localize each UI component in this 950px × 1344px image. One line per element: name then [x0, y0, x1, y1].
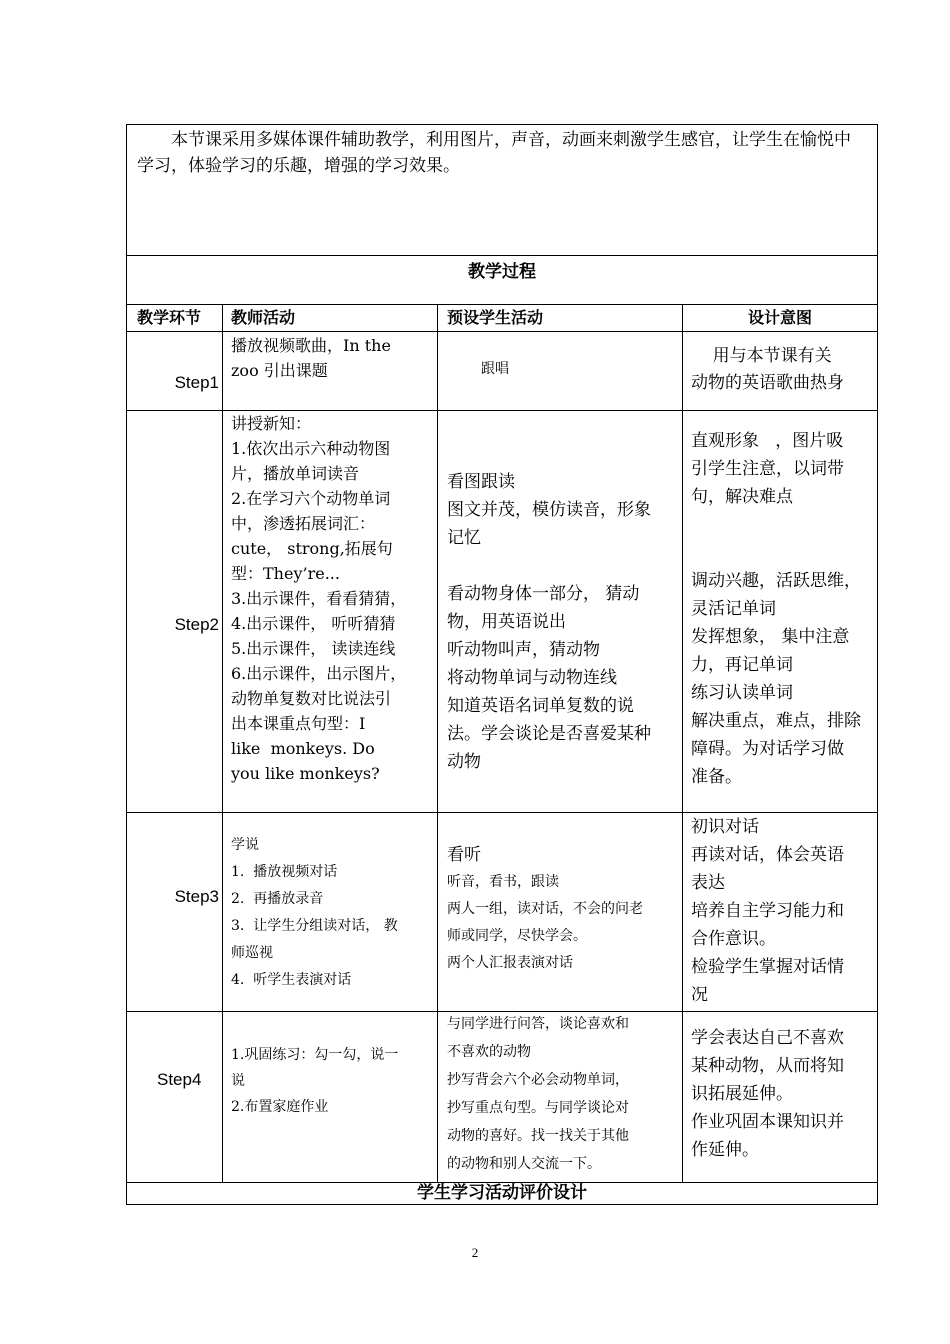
header-teacher: 教师活动: [231, 308, 296, 327]
text-line: 两人一组，读对话，不会的问老: [447, 901, 643, 917]
text-line: 再读对话，体会英语: [691, 845, 844, 865]
text-line: 力，再记单词: [691, 655, 793, 675]
text-line: 跟唱: [481, 361, 509, 377]
text-line: 培养自主学习能力和: [691, 901, 844, 921]
text-line: 发挥想象， 集中注意: [691, 627, 850, 647]
text-line: 学说: [231, 837, 259, 853]
text-line: 2.布置家庭作业: [231, 1099, 329, 1115]
text-line: 用与本节课有关: [691, 346, 832, 366]
text-line: 识拓展延伸。: [691, 1084, 793, 1104]
text-line: 知道英语名词单复数的说: [447, 696, 634, 716]
design-intent: [691, 427, 877, 791]
student-activity: [447, 841, 681, 977]
text-line: 图文并茂，模仿读音，形象: [447, 500, 651, 520]
text-line: 况: [691, 985, 708, 1005]
text-line: 动物: [447, 752, 481, 772]
text-line: 4. 听学生表演对话: [231, 972, 352, 988]
design-intent: [691, 1024, 877, 1164]
text-line: 某种动物，从而将知: [691, 1056, 844, 1076]
teacher-activity: [231, 832, 435, 994]
intro-paragraph: [127, 125, 877, 256]
text-line: 出本课重点句型：I: [231, 714, 366, 733]
text-line: 直观形象 ，图片吸: [691, 431, 844, 451]
text-line: 动物单复数对比说法引: [231, 689, 392, 708]
teacher-activity: [231, 411, 437, 786]
text-line: 表达: [691, 873, 725, 893]
text-line: 中，渗透拓展词汇：: [231, 514, 376, 533]
text-line: you like monkeys?: [231, 764, 380, 783]
text-line: 看听: [447, 845, 481, 865]
text-line: 与同学进行问答，谈论喜欢和: [447, 1016, 629, 1032]
divider: [222, 305, 223, 1182]
header-design: 设计意图: [747, 308, 812, 327]
text-line: 准备。: [691, 767, 742, 787]
text-line: 型：They’re...: [231, 564, 340, 583]
text-line: 动物的喜好。找一找关于其他: [447, 1128, 629, 1144]
text-line: zoo 引出课题: [231, 361, 328, 380]
header-stage: 教学环节: [137, 308, 202, 327]
student-activity: [481, 356, 681, 383]
text-line: 灵活记单词: [691, 599, 776, 619]
text-line: 法。学会谈论是否喜爱某种: [447, 724, 651, 744]
text-line: 两个人汇报表演对话: [447, 955, 573, 971]
page-number: 2: [471, 1245, 479, 1260]
text-line: 合作意识。: [691, 929, 776, 949]
text-line: 解决重点，难点，排除: [691, 711, 861, 731]
text-line: [691, 539, 877, 567]
step-label: Step3: [174, 887, 219, 906]
text-line: 抄写背会六个必会动物单词，: [447, 1072, 629, 1088]
header-student: 预设学生活动: [447, 308, 544, 327]
text-line: like monkeys. Do: [231, 739, 375, 758]
text-line: 片，播放单词读音: [231, 464, 360, 483]
text-line: 师或同学，尽快学会。: [447, 928, 587, 944]
text-line: 5.出示课件， 读读连线: [231, 639, 396, 658]
text-line: 抄写重点句型。与同学谈论对: [447, 1100, 629, 1116]
text-line: 记忆: [447, 528, 481, 548]
text-line: 听音，看书，跟读: [447, 874, 559, 890]
section-title-process: 教学过程: [127, 256, 877, 305]
text-line: 听动物叫声，猜动物: [447, 640, 600, 660]
text-line: 学会表达自己不喜欢: [691, 1028, 844, 1048]
text-line: cute， strong,拓展句: [231, 539, 393, 558]
divider: [437, 305, 438, 1182]
section-title-evaluation: 学生学习活动评价设计: [417, 1183, 587, 1203]
student-activity: [447, 468, 681, 776]
text-line: 检验学生掌握对话情: [691, 957, 844, 977]
text-line: 2.在学习六个动物单词: [231, 489, 391, 508]
text-line: 句，解决难点: [691, 487, 793, 507]
text-line: 调动兴趣，活跃思维，: [691, 571, 861, 591]
text-line: 将动物单词与动物连线: [447, 668, 617, 688]
teacher-activity: [231, 1042, 437, 1120]
design-intent: [691, 813, 877, 1009]
text-line: 3.出示课件，看看猜猜，: [231, 589, 407, 608]
divider: [127, 331, 877, 332]
text-line: 1.巩固练习：勾一勾，说一: [231, 1047, 399, 1063]
text-line: 师巡视: [231, 945, 273, 961]
text-line: 2. 再播放录音: [231, 891, 324, 907]
text-line: 播放视频歌曲，In the: [231, 336, 391, 355]
design-intent: [691, 343, 877, 397]
text-line: 不喜欢的动物: [447, 1044, 531, 1060]
text-line: 的动物和别人交流一下。: [447, 1156, 601, 1172]
text-line: 6.出示课件，出示图片，: [231, 664, 407, 683]
text-line: 动物的英语歌曲热身: [691, 373, 844, 393]
step-label: Step4: [157, 1070, 202, 1089]
text-line: 3. 让学生分组读对话， 教: [231, 918, 398, 934]
divider: [682, 305, 683, 1182]
text-line: 1. 播放视频对话: [231, 864, 338, 880]
text-line: 说: [231, 1073, 245, 1089]
step-label: Step1: [174, 373, 219, 392]
step-label: Step2: [174, 615, 219, 634]
text-line: 练习认读单词: [691, 683, 793, 703]
text-line: 4.出示课件， 听听猜猜: [231, 614, 396, 633]
text-line: 1.依次出示六种动物图: [231, 439, 391, 458]
text-line: 作延伸。: [691, 1140, 759, 1160]
text-line: 初识对话: [691, 817, 759, 837]
text-line: 看动物身体一部分， 猜动: [447, 584, 640, 604]
text-line: 物，用英语说出: [447, 612, 566, 632]
text-line: [447, 552, 681, 580]
text-line: 作业巩固本课知识并: [691, 1112, 844, 1132]
text-line: 讲授新知：: [231, 414, 312, 433]
lesson-table: [126, 124, 878, 1205]
text-line: [691, 511, 877, 539]
text-line: 看图跟读: [447, 472, 515, 492]
intro-line-1: 本节课采用多媒体课件辅助教学，利用图片，声音，动画来刺激学生感官，让学生在愉: [171, 130, 817, 150]
text-line: 障碍。为对话学习做: [691, 739, 844, 759]
text-line: 引学生注意，以词带: [691, 459, 844, 479]
teacher-activity: [231, 333, 435, 383]
student-activity: [447, 1010, 681, 1178]
intro-line-2: 悦中学习，体验学习的乐趣，增强的学习效果。: [137, 130, 851, 176]
